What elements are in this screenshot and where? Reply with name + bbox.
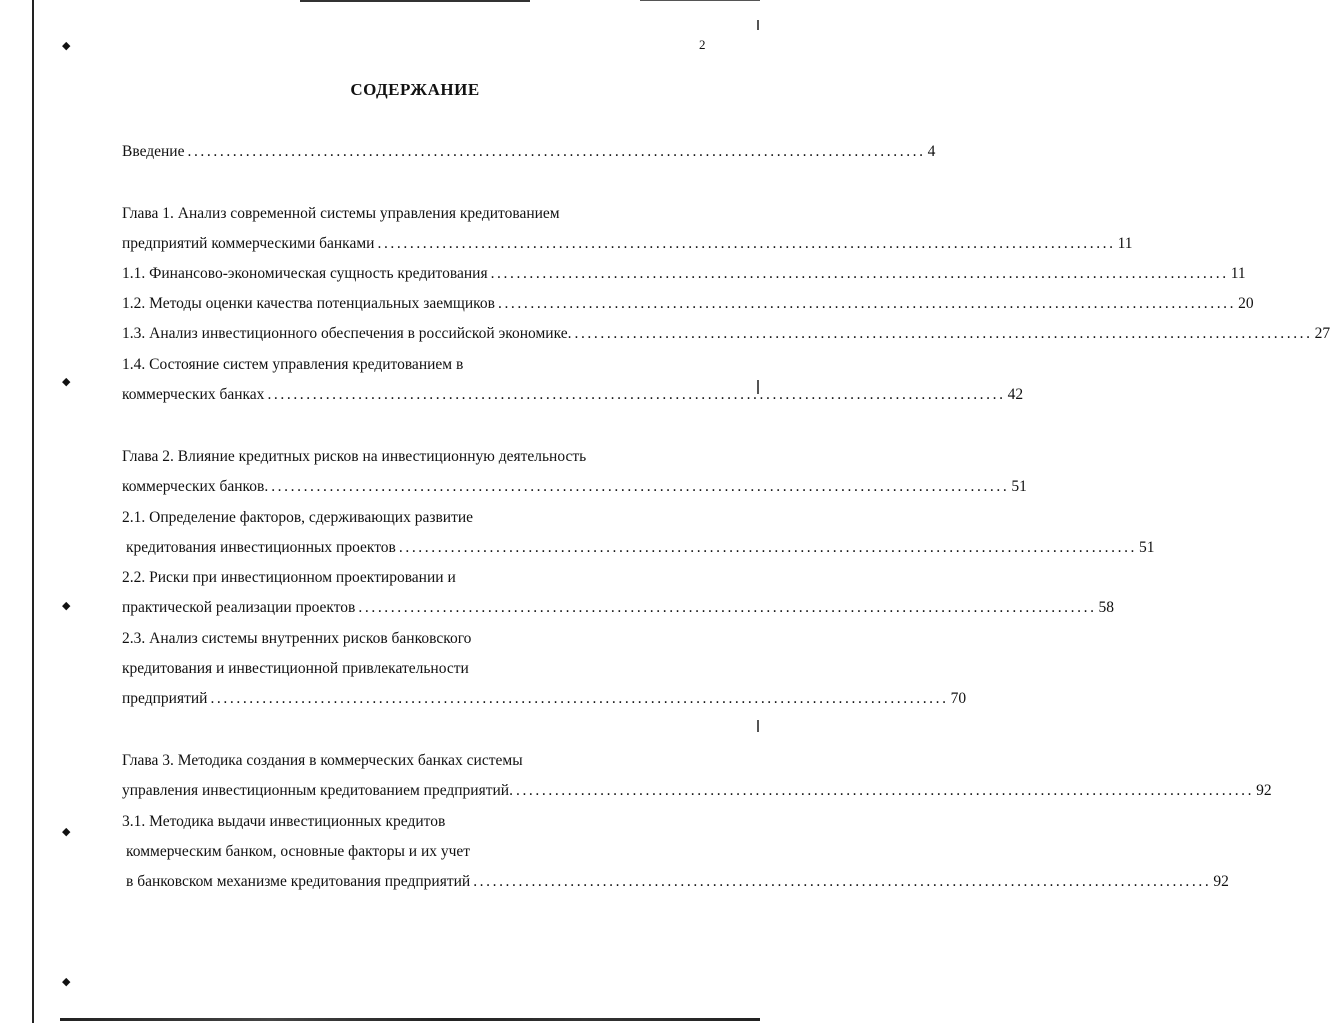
toc-section-2-3-heading[interactable]: 2.3. Анализ системы внутренних рисков банковского [122,630,472,647]
scan-top-edge-right [640,0,760,1]
page-number: 2 [699,37,706,52]
toc-dot-leader: .................................................................................................................. [574,325,1313,342]
toc-entry-page: 42 [1007,386,1024,403]
page-title: СОДЕРЖАНИЕ [350,80,480,99]
toc-entry-page: 27 [1314,325,1330,342]
scan-right-tick [757,720,759,732]
toc-section-2-1-heading[interactable]: 2.1. Определение факторов, сдерживающих развитие [122,509,474,526]
toc-entry-page: 58 [1098,599,1115,616]
toc-section-3-1[interactable] [126,871,1229,893]
toc-chapter-1-heading[interactable]: Глава 1. Анализ современной системы управления кредитованием [122,205,560,222]
toc-entry-page: 11 [1230,265,1246,282]
toc-entry-page: 51 [1011,478,1027,495]
toc-entry-text: 1.3. Анализ инвестиционного обеспечения в российской экономике. [122,325,572,342]
toc-dot-leader: .................................................................................................................. [210,690,949,707]
toc-section-2-3-heading-cont[interactable]: кредитования и инвестиционной привлекательности [122,660,469,677]
toc-entry-page: 92 [1256,782,1272,799]
toc-section-2-2[interactable] [122,597,1115,619]
toc-dot-leader: .................................................................................................................. [377,235,1116,252]
toc-chapter-3[interactable] [122,780,1272,802]
toc-entry-text: предприятий коммерческими банками [122,235,375,252]
binder-hole-mark: ◆ [62,599,71,612]
toc-section-1-4-heading[interactable]: 1.4. Состояние систем управления кредитованием в [122,356,464,373]
toc-chapter-2[interactable] [122,476,1027,498]
toc-entry-text: Введение [122,143,185,160]
binder-hole-mark: ◆ [62,39,71,52]
toc-entry-text: коммерческих банков. [122,478,269,495]
binder-hole-mark: ◆ [62,375,71,388]
binder-hole-mark: ◆ [62,825,71,838]
toc-section-1-4[interactable] [122,384,1024,406]
scan-left-edge [32,0,34,1023]
toc-entry-page: 4 [927,143,936,160]
scan-right-tick [757,20,759,30]
toc-dot-leader: .................................................................................................................. [490,265,1229,282]
toc-dot-leader: .................................................................................................................. [497,295,1237,312]
toc-entry-text: в банковском механизме кредитования предприятий [126,873,471,890]
scan-bottom-edge [60,1018,760,1021]
toc-section-1-1[interactable] [122,263,1246,285]
toc-chapter-1[interactable] [122,233,1133,255]
toc-entry-page: 70 [950,690,967,707]
toc-dot-leader: .................................................................................................................. [473,873,1212,890]
toc-entry-page: 20 [1238,295,1254,312]
toc-section-3-1-heading[interactable]: 3.1. Методика выдачи инвестиционных кредитов [122,813,446,830]
toc-section-1-3[interactable] [122,323,1330,345]
toc-chapter-2-heading[interactable]: Глава 2. Влияние кредитных рисков на инвестиционную деятельность [122,448,587,465]
toc-entry-text: практической реализации проектов [122,599,356,616]
toc-dot-leader: .................................................................................................................. [398,539,1138,556]
binder-hole-mark: ◆ [62,975,71,988]
toc-dot-leader: .................................................................................................................. [187,143,926,160]
toc-entry-text: коммерческих банках [122,386,265,403]
toc-section-2-3[interactable] [122,688,967,710]
toc-dot-leader: .................................................................................................................. [267,386,1006,403]
toc-section-2-2-heading[interactable]: 2.2. Риски при инвестиционном проектировании и [122,569,456,586]
toc-entry-page: 51 [1139,539,1155,556]
toc-section-2-1[interactable] [126,537,1155,559]
toc-entry-text: предприятий [122,690,208,707]
toc-entry-text: кредитования инвестиционных проектов [126,539,396,556]
toc-section-1-2[interactable] [122,293,1254,315]
toc-entry-text: управления инвестиционным кредитованием предприятий. [122,782,513,799]
toc-dot-leader: .................................................................................................................. [358,599,1097,616]
toc-entry-text: 1.2. Методы оценки качества потенциальных заемщиков [122,295,495,312]
toc-section-3-1-heading-cont[interactable]: коммерческим банком, основные факторы и их учет [126,843,471,860]
scan-top-edge [300,0,530,2]
toc-entry-page: 92 [1213,873,1229,890]
toc-entry-text: 1.1. Финансово-экономическая сущность кредитования [122,265,488,282]
toc-entry-page: 11 [1117,235,1133,252]
toc-entry-intro[interactable] [122,141,936,163]
toc-dot-leader: .................................................................................................................. [515,782,1255,799]
toc-chapter-3-heading[interactable]: Глава 3. Методика создания в коммерческих банках системы [122,752,523,769]
toc-dot-leader: .................................................................................................................. [271,478,1010,495]
